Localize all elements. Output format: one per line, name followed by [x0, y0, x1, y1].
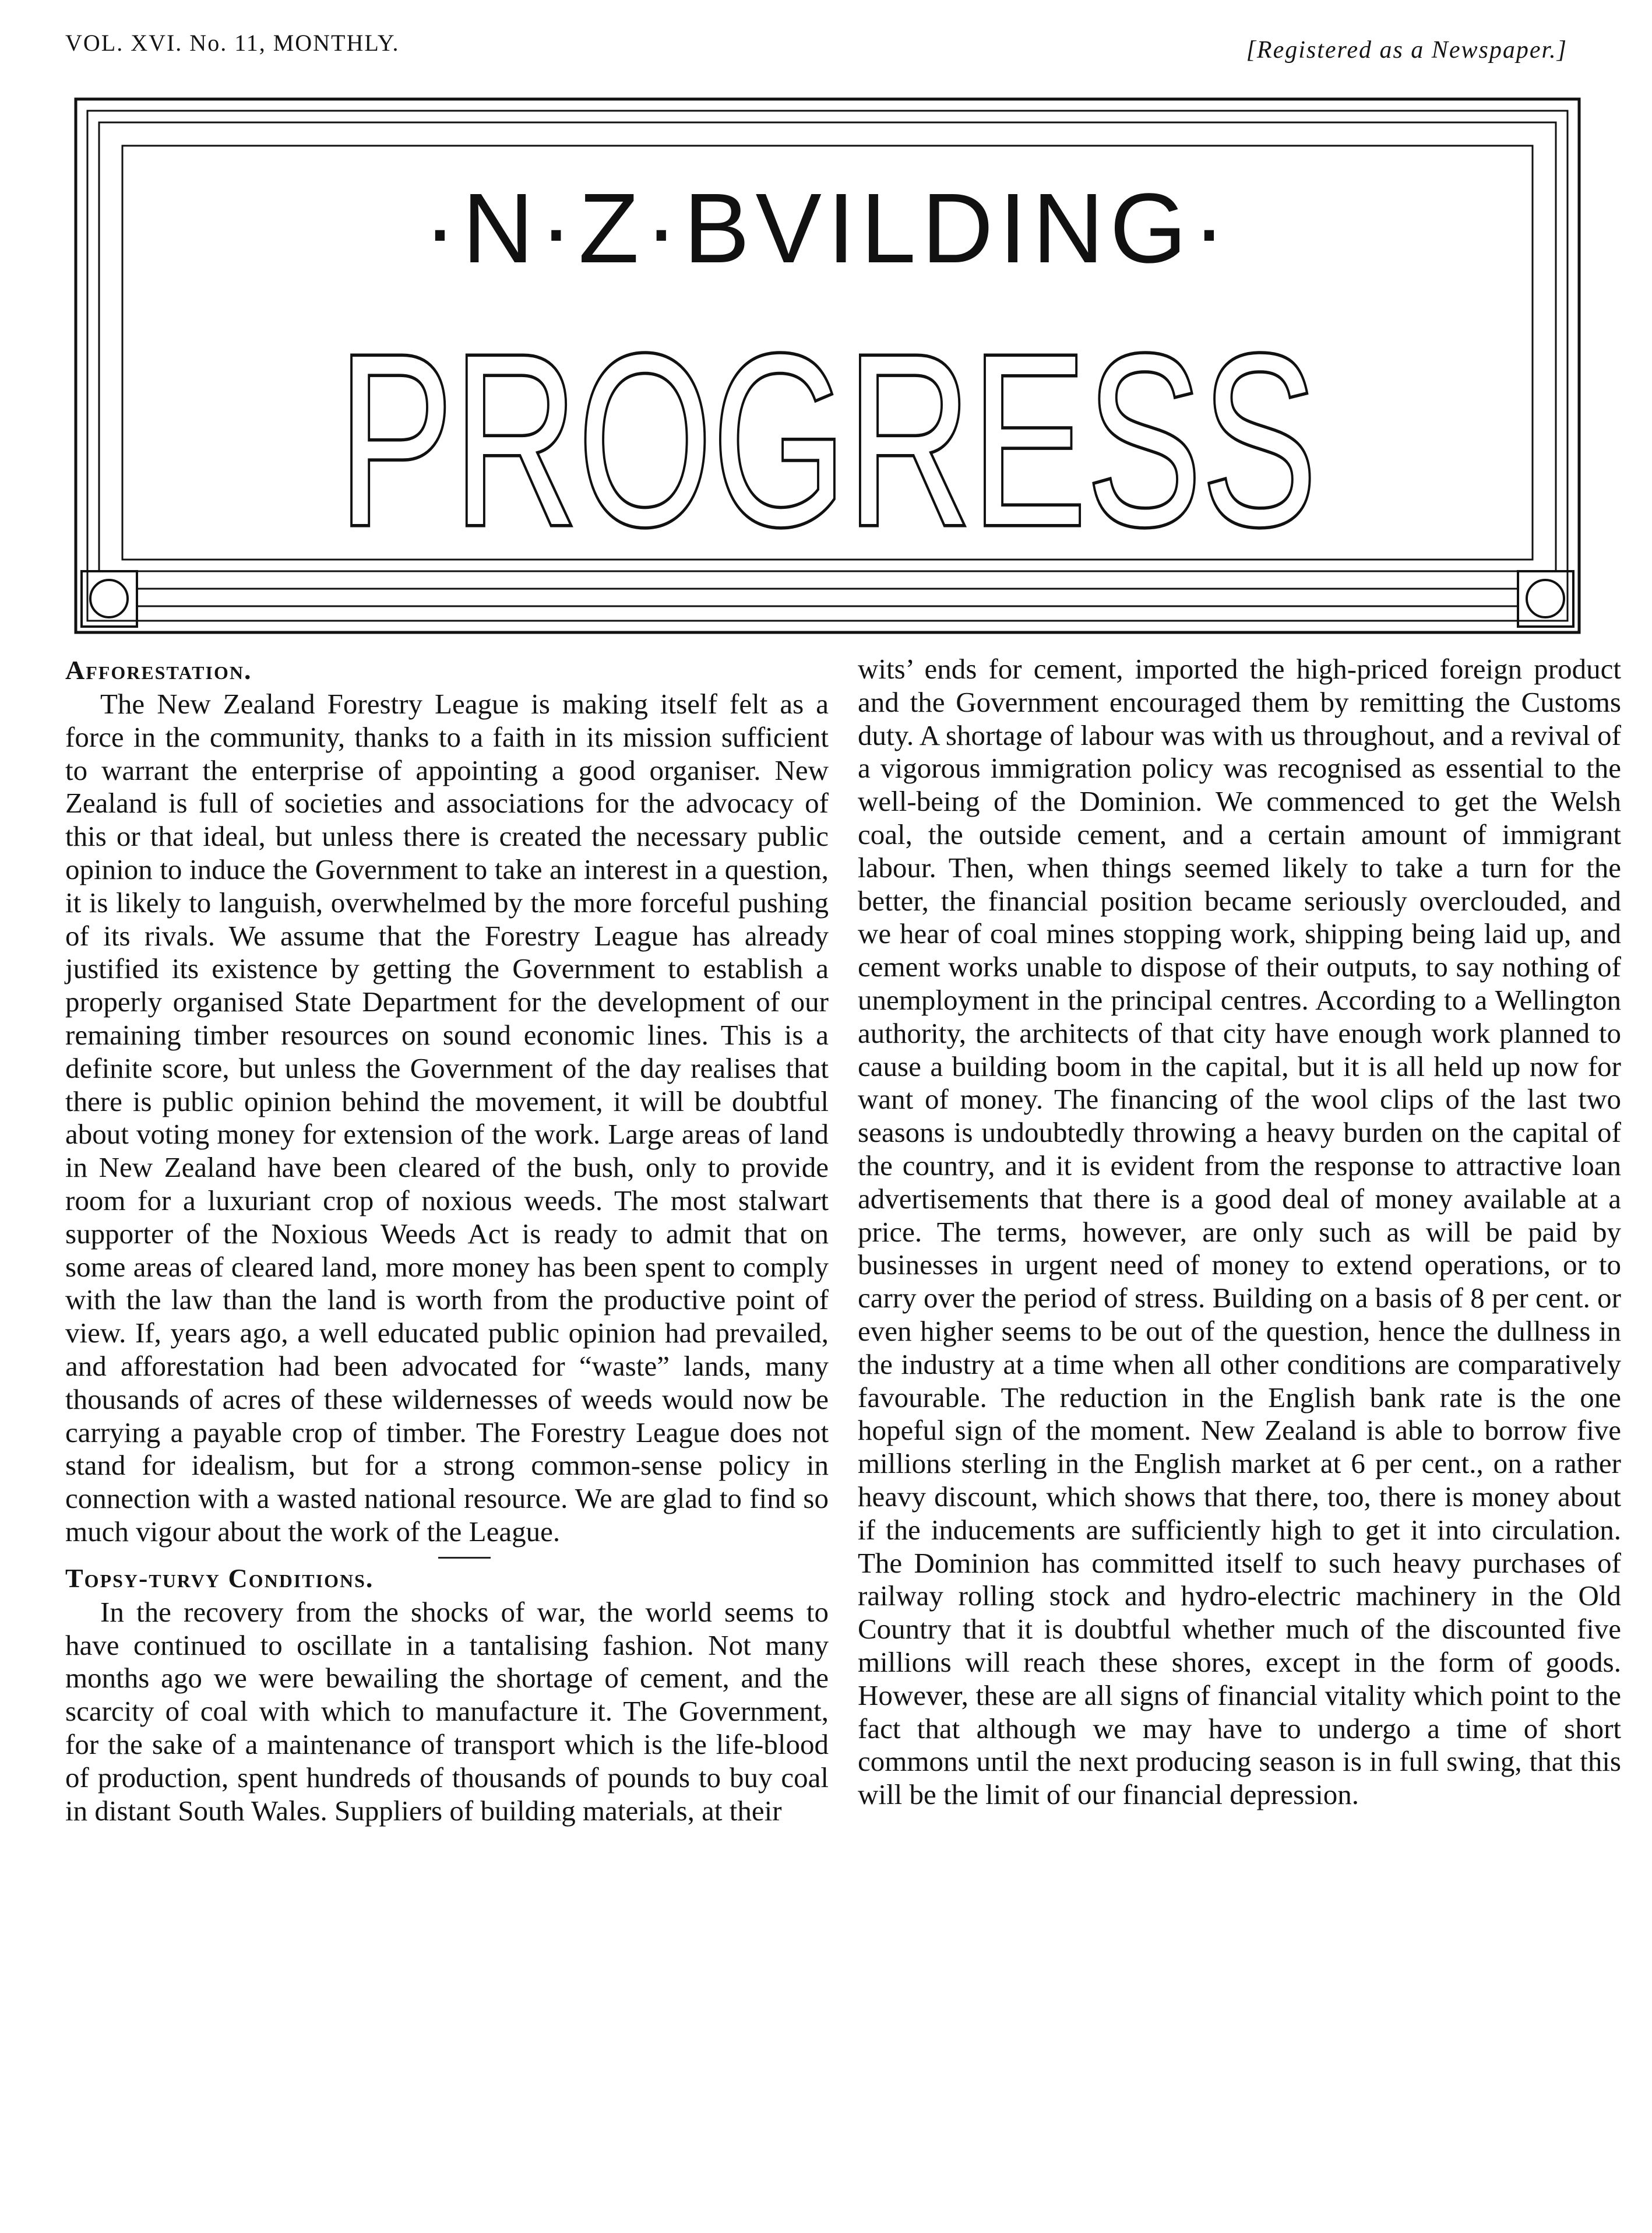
- masthead-title-inline: PROGRESS: [338, 304, 1317, 577]
- right-column: [858, 653, 1621, 1812]
- article-paragraph: The New Zealand Forestry League is making itself felt as a force in the community, thanks to a faith in its mission sufficient to warrant the enterprise of appointing a good organiser. New Zealand is full of societies and associations for the advocacy of this or that ideal, but unless there is created the necessary public opinion to induce the Government to take an interest in a question, it is likely to languish, overwhelmed by the more forceful pushing of its rivals. We assume that the Forestry League has already justified its existence by getting the Government to establish a properly organised State Department for the development of our remaining timber resources on sound economic lines. This is a definite score, but unless the Government of the day realises that there is public opinion behind the movement, it will be doubtful about voting money for extension of the work. Large areas of land in New Zealand have been cleared of the bush, only to provide room for a luxuriant crop of noxious weeds. The most stalwart supporter of the Noxious Weeds Act is ready to admit that on some areas of cleared land, more money has been spent to comply with the law than the land is worth from the productive point of view. If, years ago, a well educated public opinion had prevailed, and afforestation had been advocated for “waste” lands, many thousands of acres of these wildernesses of weeds would now be carrying a payable crop of timber. The Forestry League does not stand for idealism, but for a strong common-sense policy in connection with a wasted national resource. We are glad to find so much vigour about the work of the League.: [65, 688, 829, 1548]
- article-paragraph: In the recovery from the shocks of war, the world seems to have continued to oscillate in a tantalising fashion. Not many months ago we were bewailing the shortage of cement, and the scarcity of coal with which to manufacture it. The Government, for the sake of a maintenance of transport which is the life-blood of production, spent hundreds of thousands of pounds to buy coal in distant South Wales. Suppliers of building materials, at their: [65, 1595, 829, 1827]
- registered-note: [Registered as a Newspaper.]: [1246, 37, 1568, 64]
- article-heading-topsy-turvy: Topsy-turvy Conditions.: [65, 1563, 374, 1593]
- corner-ornament-left: [82, 571, 137, 627]
- masthead: [70, 93, 1585, 638]
- section-divider: [438, 1557, 491, 1559]
- issue-line: VOL. XVI. No. 11, MONTHLY.: [65, 30, 400, 56]
- masthead-title: PROGRESS: [338, 304, 1317, 577]
- article-continuation: wits’ ends for cement, imported the high-priced foreign product and the Government encouraged them by remitting the Customs duty. A shortage of labour was with us throughout, and a revival of a vigorous immigration policy was recognised as essential to the well-being of the Dominion. We commenced to get the Welsh coal, the outside cement, and a certain amount of immigrant labour. Then, when things seemed likely to take a turn for the better, the financial position became seriously overclouded, and we hear of coal mines stopping work, shipping being laid up, and cement works unable to dispose of their outputs, to say nothing of unemployment in the principal centres. According to a Wellington authority, the architects of that city have enough work planned to cause a building boom in the capital, but it is all held up now for want of money. The financing of the wool clips of the last two seasons is undoubtedly throwing a heavy burden on the capital of the country, and it is evident from the response to attractive loan advertisements that there is a good deal of money available at a price. The terms, however, are only such as will be paid by businesses in urgent need of money to extend operations, or to carry over the period of stress. Building on a basis of 8 per cent. or even higher seems to be out of the question, hence the dullness in the industry at a time when all other conditions are comparatively favourable. The reduction in the English bank rate is the one hopeful sign of the moment. New Zealand is able to borrow five millions sterling in the English market at 6 per cent., on a rather heavy discount, which shows that there, too, there is money about if the inducements are sufficiently high to get it into circulation. The Dominion has committed itself to such heavy purchases of railway rolling stock and hydro-electric machinery in the Old Country that it is doubtful whether much of the discounted five millions will reach these shores, except in the form of goods. However, these are all signs of financial vitality which point to the fact that although we may have to undergo a time of short commons until the next producing season is in full swing, that this will be the limit of our financial depression.: [858, 653, 1621, 1811]
- left-column: [65, 653, 829, 1827]
- article-heading-afforestation: Afforestation.: [65, 655, 252, 685]
- masthead-frame: [70, 93, 1585, 638]
- masthead-subtitle: ·N·Z·BVILDING·: [423, 173, 1232, 284]
- corner-ornament-right: [1518, 571, 1573, 627]
